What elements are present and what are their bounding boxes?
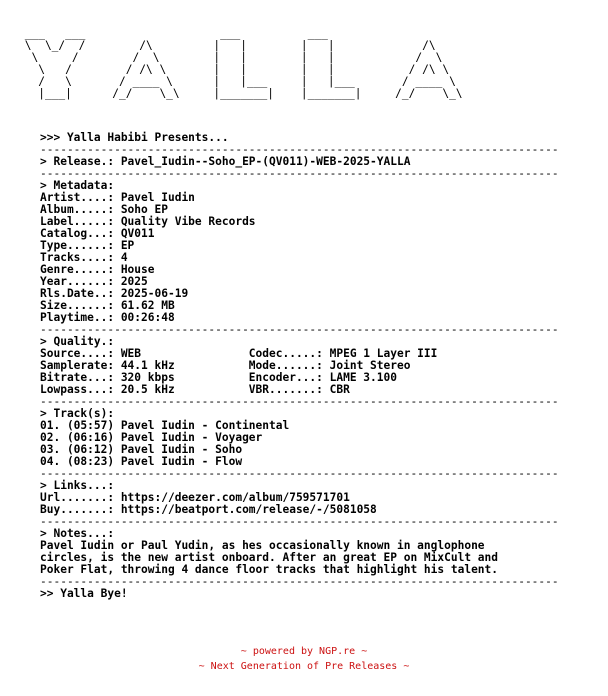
divider: ----------------------------------------------------------------------------- — [40, 395, 559, 408]
divider: ----------------------------------------------------------------------------- — [40, 575, 559, 588]
banner-art-line: \ / / /\ \ | | | | / /\ \ — [18, 63, 450, 76]
banner-art-line: ___ ___ ___ ___ — [18, 27, 328, 40]
metadata-line: Genre.....: House — [40, 263, 155, 276]
footer-tagline: ~ Next Generation of Pre Releases ~ — [198, 661, 410, 672]
metadata-header: > Metadata: — [40, 179, 115, 192]
metadata-line: Album.....: Soho EP — [40, 203, 168, 216]
footer — [0, 644, 608, 674]
banner-art-line: / \ / ____ \ | |___ | |___ / ____ \ — [18, 75, 456, 88]
notes-line: Pavel Iudin or Paul Yudin, as hes occasionally known in anglophone — [40, 539, 485, 552]
powered-by-link[interactable]: ~ powered by NGP.re ~ — [240, 646, 368, 657]
banner-art-line: \ / / \ | | | | / \ — [18, 51, 443, 64]
divider: ----------------------------------------------------------------------------- — [40, 467, 559, 480]
link-line: Url.......: https://deezer.com/album/759571701 — [40, 491, 350, 504]
track-row: 02. (06:16) Pavel Iudin - Voyager — [40, 431, 263, 444]
divider: ----------------------------------------------------------------------------- — [40, 143, 559, 156]
metadata-line: Size......: 61.62 MB — [40, 299, 175, 312]
notes-line: Poker Flat, throwing 4 dance floor tracks that highlight his talent. — [40, 563, 499, 576]
metadata-line: Type......: EP — [40, 239, 135, 252]
metadata-line: Year......: 2025 — [40, 275, 148, 288]
links-header: > Links...: — [40, 479, 115, 492]
banner-art-line: \ \_/ / /\ | | | | /\ — [18, 39, 436, 52]
track-row: 04. (08:23) Pavel Iudin - Flow — [40, 455, 243, 468]
link-line: Buy.......: https://beatport.com/release/-/5081058 — [40, 503, 377, 516]
outro-line: >> Yalla Bye! — [40, 587, 128, 600]
metadata-line: Artist....: Pavel Iudin — [40, 191, 195, 204]
divider: ----------------------------------------------------------------------------- — [40, 167, 559, 180]
track-row: 01. (05:57) Pavel Iudin - Continental — [40, 419, 290, 432]
metadata-line: Label.....: Quality Vibe Records — [40, 215, 256, 228]
metadata-line: Rls.Date..: 2025-06-19 — [40, 287, 189, 300]
quality-line: Source....: WEB Codec.....: MPEG 1 Layer III — [40, 347, 438, 360]
tracks-header: > Track(s): — [40, 407, 115, 420]
intro-line: >>> Yalla Habibi Presents... — [40, 131, 229, 144]
quality-line: Lowpass...: 20.5 kHz VBR.......: CBR — [40, 383, 350, 396]
metadata-line: Playtime..: 00:26:48 — [40, 311, 175, 324]
track-row: 03. (06:12) Pavel Iudin - Soho — [40, 443, 243, 456]
quality-header: > Quality.: — [40, 335, 115, 348]
quality-line: Samplerate: 44.1 kHz Mode......: Joint Stereo — [40, 359, 411, 372]
quality-line: Bitrate...: 320 kbps Encoder...: LAME 3.100 — [40, 371, 397, 384]
divider: ----------------------------------------------------------------------------- — [40, 515, 559, 528]
release-line: > Release.: Pavel_Iudin--Soho_EP-(QV011)-WEB-2025-YALLA — [40, 155, 411, 168]
banner-art-line: |___| /_/ \_\ |_______| |_______| /_/ \_\ — [18, 87, 463, 100]
notes-header: > Notes...: — [40, 527, 115, 540]
notes-line: circles, is the new artist onboard. After an great EP on MixCult and — [40, 551, 499, 564]
metadata-line: Catalog...: QV011 — [40, 227, 155, 240]
divider: ----------------------------------------------------------------------------- — [40, 323, 559, 336]
metadata-line: Tracks....: 4 — [40, 251, 128, 264]
